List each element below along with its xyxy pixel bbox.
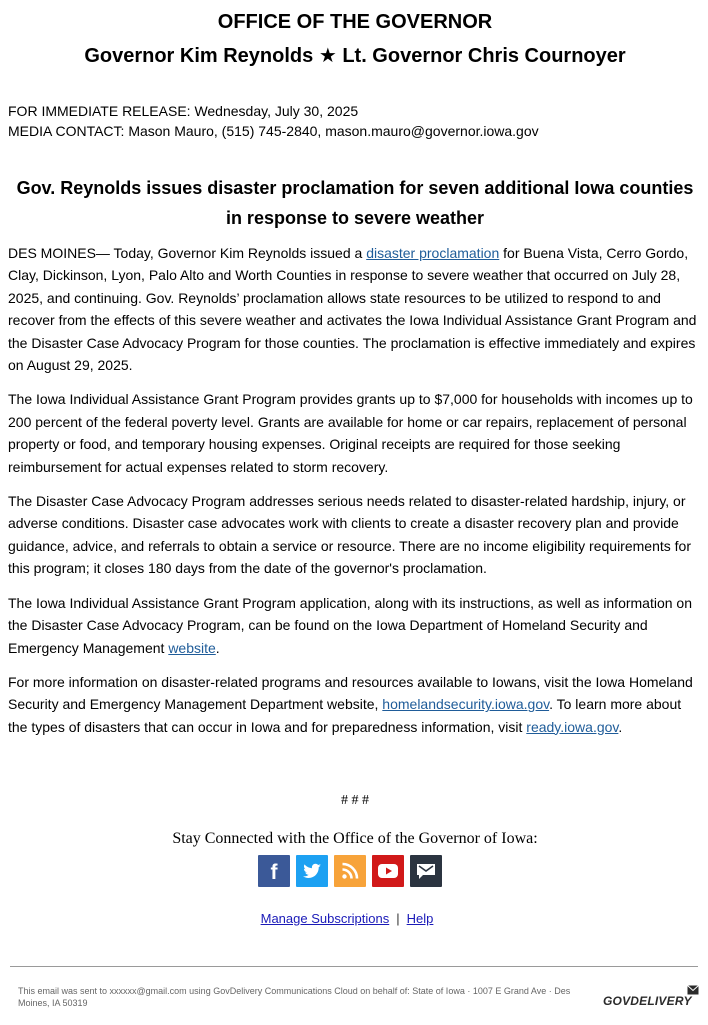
paragraph-text: For more information on disaster-related programs and resources available to Iowans, visit the Iowa Homeland Security and Emergency Management Department website, (8, 673, 693, 713)
stay-connected-text: Stay Connected with the Office of the Governor of Iowa: (172, 830, 538, 847)
governor-line (8, 43, 702, 68)
release-line (8, 101, 702, 121)
contact-line (8, 121, 702, 141)
subscription-links (0, 911, 694, 926)
link-separator: | (396, 911, 400, 926)
govdelivery-logo[interactable] (603, 985, 699, 1011)
facebook-icon[interactable] (258, 855, 290, 887)
paragraph-4 (8, 592, 702, 659)
star-icon: ★ (318, 45, 337, 67)
svg-text:f: f (270, 861, 278, 884)
contact-label: MEDIA CONTACT: (8, 123, 125, 139)
paragraph-3: The Disaster Case Advocacy Program addresses serious needs related to disaster-related hardship, injury, or adverse conditions. Disaster case advocates work with clients to create a disaster recovery plan and provide guidance, advice, and referrals to obtain a service or resource. There are no income eligibility requirements for this program; it closes 180 days from the date of the governor's proclamation. (8, 493, 691, 577)
social-icons (258, 855, 442, 887)
article-body (8, 242, 702, 750)
release-date: Wednesday, July 30, 2025 (194, 103, 359, 119)
footer-text: This email was sent to xxxxxx@gmail.com using GovDelivery Communications Cloud on behalf of: State of Iowa · 1007 E Grand Ave · Des Moines, IA 50319 (18, 986, 571, 1008)
paragraph-5 (8, 671, 702, 738)
paragraph-text: . To learn more about the types of disasters that can occur in Iowa and for preparedness information, visit (8, 696, 682, 735)
envelope-icon (687, 985, 699, 995)
end-mark: # # # (341, 793, 369, 808)
paragraph-1 (8, 242, 702, 376)
release-label: FOR IMMEDIATE RELEASE: (8, 103, 191, 119)
office-title: OFFICE OF THE GOVERNOR (217, 11, 493, 33)
paragraph-2: The Iowa Individual Assistance Grant Program provides grants up to $7,000 for households with incomes up to 200 percent of the federal poverty level. Grants are available for home or car repairs, replacement of personal property or food, and temporary housing expenses. Original receipts are required for those seeking reimbursement for actual expenses related to storm recovery. (8, 391, 693, 475)
contact-value: Mason Mauro, (515) 745-2840, mason.mauro@governor.iowa.gov (128, 123, 539, 139)
paragraph-text: . (618, 718, 623, 735)
footer-divider (10, 966, 698, 967)
homelandsecurity-link[interactable]: homelandsecurity.iowa.gov (382, 696, 550, 713)
website-link[interactable]: website (168, 639, 216, 656)
disaster-proclamation-link[interactable]: disaster proclamation (366, 245, 500, 261)
release-meta (8, 101, 702, 141)
headline: Gov. Reynolds issues disaster proclamation for seven additional Iowa counties in response to severe weather (16, 178, 694, 228)
help-link[interactable]: Help (406, 911, 434, 926)
paragraph-text: . (215, 639, 220, 656)
youtube-icon[interactable] (372, 855, 404, 887)
paragraph-text: DES MOINES— Today, Governor Kim Reynolds issued a (8, 245, 367, 261)
paragraph-text: The Iowa Individual Assistance Grant Program application, along with its instructions, as well as information on the Disaster Case Advocacy Program, can be found on the Iowa Department of Homeland Security and Emergency Management (8, 594, 693, 656)
ready-iowa-link[interactable]: ready.iowa.gov (526, 718, 619, 735)
rss-icon[interactable] (334, 855, 366, 887)
paragraph-text: for Buena Vista, Cerro Gordo, Clay, Dickinson, Lyon, Palo Alto and Worth Counties in response to severe weather that occurred on July 28, 2025, and continuing. Gov. Reynolds’ proclamation allows state resources to be utilized to respond to and recover from the effects of this severe weather and activates the Iowa Individual Assistance Grant Program and the Disaster Case Advocacy Program for those counties. The proclamation is effective immediately and expires on August 29, 2025. (8, 245, 697, 374)
govdelivery-logo-text: GOVDELIVERY (603, 994, 692, 1008)
twitter-icon[interactable] (296, 855, 328, 887)
governor-name: Governor Kim Reynolds (84, 45, 314, 67)
lt-governor-name: Lt. Governor Chris Cournoyer (342, 45, 626, 67)
email-icon[interactable] (410, 855, 442, 887)
manage-subscriptions-link[interactable]: Manage Subscriptions (260, 911, 390, 926)
